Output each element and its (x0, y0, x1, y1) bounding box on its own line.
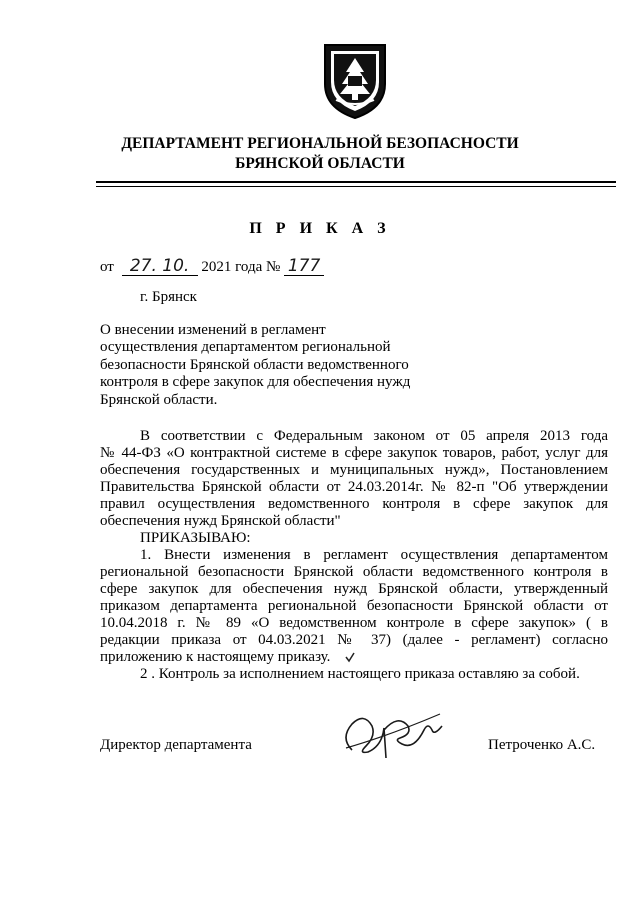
date-prefix: от (100, 259, 114, 275)
order-date-line (100, 258, 324, 276)
preamble-line: обеспечения нужд Брянской области" (100, 513, 341, 529)
header-rule-thick (96, 181, 616, 183)
date-suffix: 2021 года № (201, 259, 281, 275)
coat-of-arms-emblem (322, 42, 388, 120)
preamble-line: Правительства Брянской области от 24.03.2014г. № 82-п "Об утверждении (100, 479, 608, 495)
order-title: П Р И К А З (249, 220, 391, 237)
order-number-handwritten: 177 (284, 258, 324, 276)
signatory-name: Петроченко А.С. (488, 737, 596, 753)
subject-line: О внесении изменений в регламент (100, 322, 326, 338)
order-place: г. Брянск (140, 289, 197, 305)
preamble-line: обеспечения государственных и муниципальных нужд», Постановлением (100, 462, 608, 478)
preamble-line: правил осуществления ведомственного контроля в сфере закупок для (100, 496, 608, 512)
item1-line: сфере закупок для обеспечения нужд Брянской области, утвержденный (100, 581, 608, 597)
subject-line: осуществления департаментом региональной (100, 339, 391, 356)
preamble-line: № 44-ФЗ «О контрактной системе в сфере закупок товаров, работ, услуг для (100, 445, 608, 461)
item1-line: региональной безопасности Брянской области ведомственного контроля в (100, 564, 608, 580)
subject-line: безопасности Брянской области ведомственного (100, 356, 409, 373)
order-word: ПРИКАЗЫВАЮ: (140, 530, 251, 546)
order-subject (100, 322, 410, 409)
department-name-line2: БРЯНСКОЙ ОБЛАСТИ (235, 155, 405, 172)
date-handwritten: 27. 10. (122, 258, 198, 276)
item1-line: приложению к настоящему приказу. (100, 649, 331, 665)
department-name-line1: ДЕПАРТАМЕНТ РЕГИОНАЛЬНОЙ БЕЗОПАСНОСТИ (121, 135, 519, 152)
item1-line: 1. Внести изменения в регламент осуществления департаментом (140, 547, 608, 563)
handwritten-signature (338, 700, 448, 771)
item2-line: 2 . Контроль за исполнением настоящего приказа оставляю за собой. (140, 666, 580, 682)
header-rule-thin (96, 186, 616, 187)
signatory-position: Директор департамента (100, 737, 252, 753)
subject-line: контроля в сфере закупок для обеспечения нужд (100, 374, 411, 391)
item1-line: 10.04.2018 г. № 89 «О ведомственном контроле в сфере закупок» ( в (100, 615, 608, 631)
subject-line: Брянской области. (100, 391, 218, 408)
preamble-line: В соответствии с Федеральным законом от 05 апреля 2013 года (140, 428, 608, 444)
item1-line: приказом департамента региональной безопасности Брянской области от (100, 598, 608, 614)
item1-line: редакции приказа от 04.03.2021 № 37) (далее - регламент) согласно (100, 632, 608, 648)
